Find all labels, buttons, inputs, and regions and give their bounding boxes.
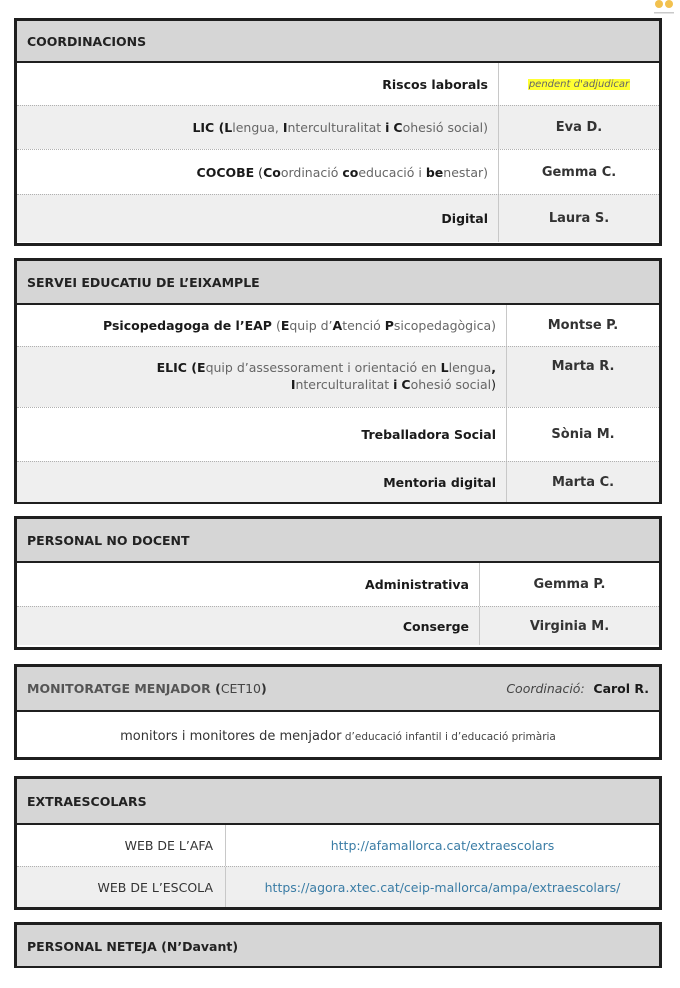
menjador-section: [14, 664, 662, 760]
section-title: EXTRAESCOLARS: [27, 793, 147, 809]
role-cell: Mentoria digital: [17, 462, 507, 502]
extraescolars-header: [17, 779, 659, 825]
table-row: [17, 194, 659, 242]
person-cell: Gemma C.: [541, 164, 617, 180]
pending-badge: pendent d'adjudicar: [528, 78, 630, 90]
table-row: [17, 63, 659, 105]
extraescolars-section: [14, 776, 662, 910]
person-cell: Sònia M.: [551, 427, 615, 442]
link-label: WEB DE L’AFA: [17, 825, 226, 866]
coordinator-name: Carol R.: [593, 681, 649, 696]
role-cell: ELIC (Equip d’assessorament i orientació en Llengua, Interculturalitat i Cohesió social): [17, 347, 507, 407]
neteja-header: [17, 925, 659, 968]
coordinacions-header: [17, 21, 659, 63]
person-cell: Marta C.: [551, 474, 615, 490]
person-cell: Marta R.: [551, 359, 615, 374]
table-row: [17, 305, 659, 346]
personal-no-docent-header: [17, 519, 659, 563]
personal-no-docent-section: [14, 516, 662, 650]
person-cell: Eva D.: [555, 120, 603, 135]
person-cell: Gemma P.: [533, 577, 606, 592]
role-cell: Treballadora Social: [17, 408, 507, 461]
section-title: COORDINACIONS: [27, 33, 147, 49]
person-cell: Virginia M.: [529, 618, 610, 634]
section-title: MONITORATGE MENJADOR: [27, 681, 211, 696]
table-row: [17, 866, 659, 907]
role-cell: Riscos laborals: [17, 63, 499, 105]
person-cell: [499, 63, 659, 105]
table-row: [17, 563, 659, 606]
table-row: [17, 407, 659, 461]
person-cell: Montse P.: [547, 318, 619, 333]
person-cell: Laura S.: [548, 211, 610, 226]
role-cell: Conserge: [17, 607, 480, 645]
section-title: SERVEI EDUCATIU DE L’EIXAMPLE: [27, 274, 260, 290]
school-logo-icon: [642, 0, 676, 18]
section-title: PERSONAL NO DOCENT: [27, 532, 190, 548]
menjador-description: monitors i monitores de menjador d’educació infantil i d’educació primària: [120, 728, 556, 744]
coordinacions-section: [14, 18, 662, 246]
role-cell: Digital: [17, 195, 499, 242]
table-row: [17, 606, 659, 645]
coordinator-label: Coordinació:: [506, 681, 585, 696]
role-cell: Psicopedagoga de l’EAP (Equip d’Atenció Psicopedagògica): [17, 305, 507, 346]
section-title: PERSONAL NETEJA (N’Davant): [27, 939, 239, 954]
role-cell: Administrativa: [17, 563, 480, 606]
role-cell: LIC (Llengua, Interculturalitat i Cohesió social): [17, 106, 499, 149]
table-row: [17, 105, 659, 149]
servei-section: [14, 258, 662, 504]
role-cell: COCOBE (Coordinació coeducació i benestar): [17, 150, 499, 194]
menjador-header: MONITORATGE MENJADOR (CET10) Coordinació: Carol R.: [17, 667, 659, 712]
afa-link[interactable]: http://afamallorca.cat/extraescolars: [330, 838, 555, 853]
neteja-section: [14, 922, 662, 968]
table-row: [17, 346, 659, 407]
link-label: WEB DE L’ESCOLA: [17, 867, 226, 907]
table-row: [17, 825, 659, 866]
neteja-underline: [14, 966, 662, 968]
escola-link[interactable]: https://agora.xtec.cat/ceip-mallorca/ampa/extraescolars/: [264, 879, 621, 895]
servei-header: [17, 261, 659, 305]
table-row: [17, 149, 659, 194]
table-row: [17, 461, 659, 502]
